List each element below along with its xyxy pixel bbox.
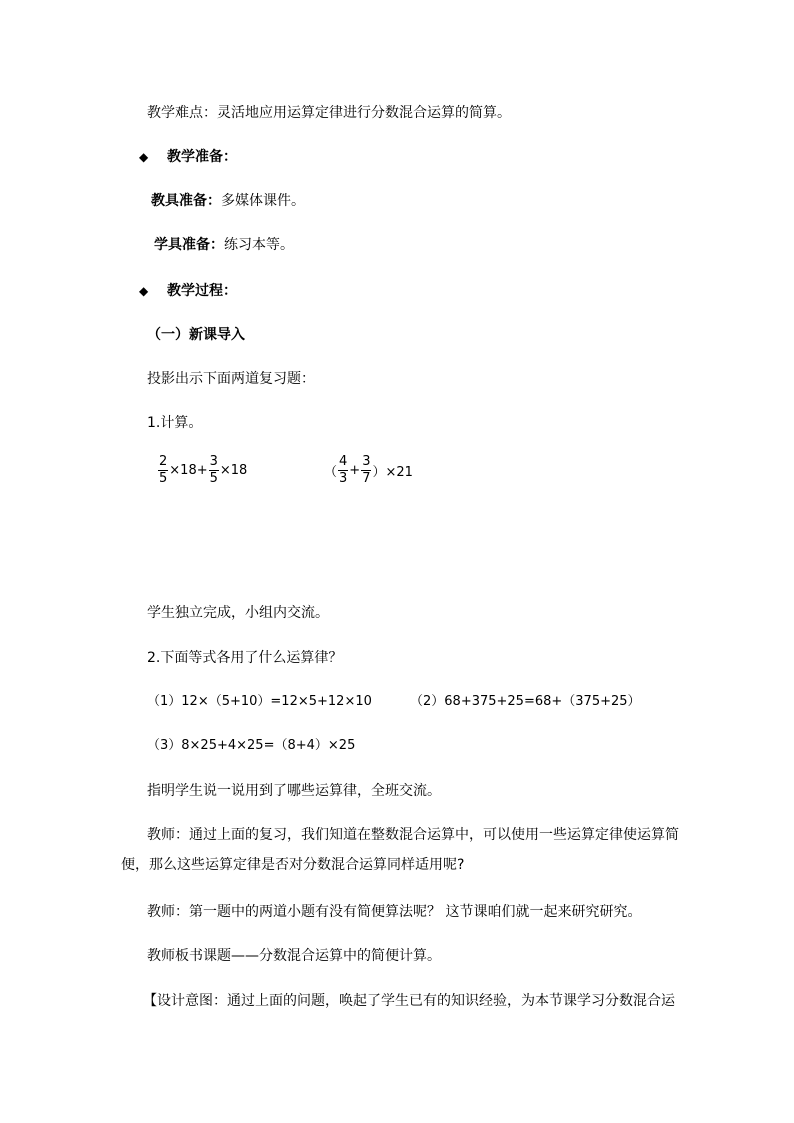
student-tools-text: 练习本等。 [224,237,294,253]
student-tools-line [154,235,294,255]
fraction-2-5: $\frac{2}{5}$ [159,454,168,486]
fraction-4-3: $\frac{4}{3}$ [339,454,348,486]
tools-line [151,191,305,211]
diamond-bullet-icon: ◆ [139,284,149,298]
expression-1: $\frac{2}{5}$ ×18+ $\frac{3}{5}$ ×18 [159,454,248,486]
process-heading: 教学过程： [167,283,237,299]
equation-3: （3）8×25+4×25=（8+4）×25 [147,738,356,753]
student-tools-label: 学具准备： [154,237,224,253]
difficulty-text: 灵活地应用运算定律进行分数混合运算的简算。 [217,105,511,121]
teacher-paragraph-2: 教师：第一题中的两道小题有没有简便算法呢？ 这节课咱们就一起来研究研究。 [147,904,642,920]
question-1: 1.计算。 [147,415,203,431]
difficulty-line [147,103,511,123]
teacher-paragraph-1: 教师：通过上面的复习，我们知道在整数混合运算中，可以使用一些运算定律使运算简便，那么这些运算定律是否对分数混合运算同样适用呢? [121,827,679,873]
expression-2: （ $\frac{4}{3}$ + $\frac{3}{7}$ ）×21 [324,454,413,486]
board-title-text: 教师板书课题——分数混合运算中的简便计算。 [147,948,441,964]
difficulty-label: 教学难点： [147,105,217,121]
tools-text: 多媒体课件。 [221,193,305,209]
question-2: 2.下面等式各用了什么运算律？ [147,650,343,666]
projection-text: 投影出示下面两道复习题： [147,371,315,387]
fraction-3-7: $\frac{3}{7}$ [362,454,371,486]
equation-1: （1）12×（5+10）=12×5+12×10 [147,694,372,709]
prep-heading-line [139,147,237,167]
diamond-bullet-icon: ◆ [139,150,149,164]
design-intent-text: 【设计意图：通过上面的问题，唤起了学生已有的知识经验，为本节课学习分数混合运 [143,993,675,1009]
equation-2: （2）68+375+25=68+（375+25） [410,694,641,709]
intro-heading: （一）新课导入 [147,327,245,343]
process-heading-line [139,281,237,301]
point-out-text: 指明学生说一说用到了哪些运算律，全班交流。 [147,783,441,799]
tools-label: 教具准备： [151,193,221,209]
independent-text: 学生独立完成，小组内交流。 [147,605,329,621]
fraction-3-5: $\frac{3}{5}$ [209,454,218,486]
prep-heading: 教学准备： [167,149,237,165]
